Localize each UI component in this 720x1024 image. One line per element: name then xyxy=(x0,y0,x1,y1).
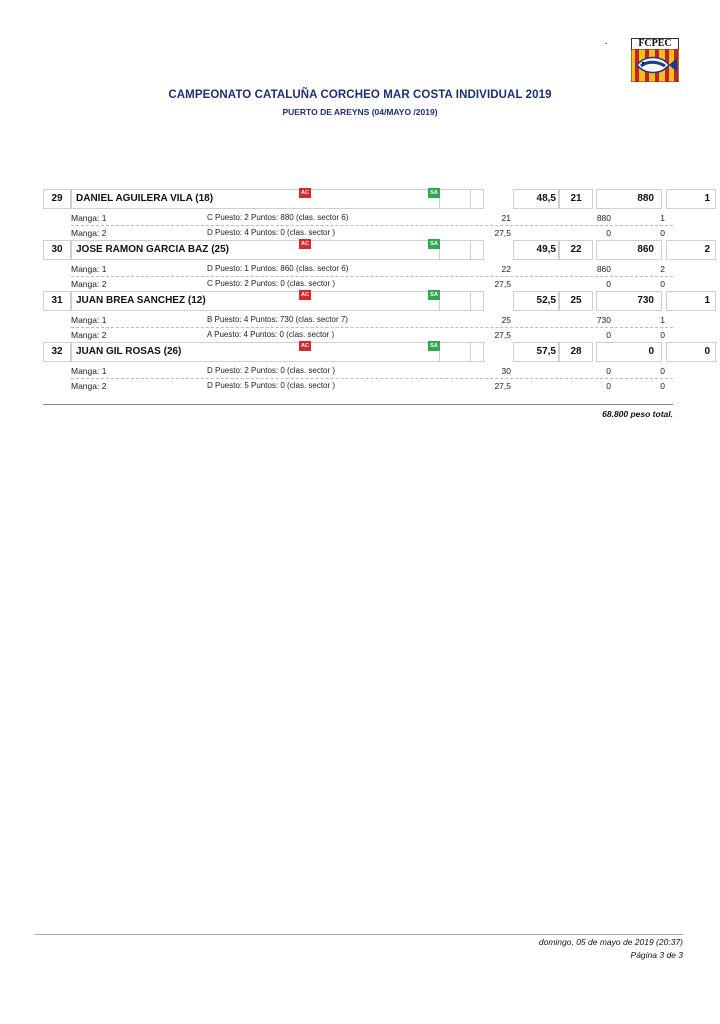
manga-row xyxy=(71,226,673,240)
participant-row xyxy=(43,189,710,209)
manga-points: 0 xyxy=(606,279,611,289)
manga-rank: 0 xyxy=(660,366,665,376)
divider xyxy=(43,404,673,405)
sa-badge: SA xyxy=(428,188,440,198)
manga-weight: 27,5 xyxy=(494,381,511,391)
participant-row xyxy=(43,342,710,362)
manga-weight: 27,5 xyxy=(494,330,511,340)
sa-checkbox xyxy=(439,342,471,362)
manga-points: 0 xyxy=(606,330,611,340)
manga-rank: 0 xyxy=(660,381,665,391)
manga-weight: 25 xyxy=(501,315,511,325)
manga-label: Manga: 1 xyxy=(71,213,107,223)
manga-label: Manga: 1 xyxy=(71,366,107,376)
logo-text: FCPEC xyxy=(631,38,679,50)
participant-weight: 52,5 xyxy=(536,295,556,306)
manga-points: 0 xyxy=(606,381,611,391)
manga-label: Manga: 2 xyxy=(71,381,107,391)
participant-count: 22 xyxy=(570,244,582,255)
participant-rank: 1 xyxy=(704,193,710,204)
sa-badge: SA xyxy=(428,239,440,249)
manga-row xyxy=(71,277,673,291)
manga-label: Manga: 2 xyxy=(71,330,107,340)
manga-points: 0 xyxy=(606,228,611,238)
participant-points: 860 xyxy=(637,244,654,255)
participant-number: 30 xyxy=(51,244,63,255)
manga-weight: 30 xyxy=(501,366,511,376)
participant-weight: 49,5 xyxy=(536,244,556,255)
manga-info: D Puesto: 4 Puntos: 0 (clas. sector ) xyxy=(207,228,336,237)
participant-row xyxy=(43,291,710,311)
sa-badge: SA xyxy=(428,341,440,351)
participant-rank: 1 xyxy=(704,295,710,306)
participant-count: 25 xyxy=(570,295,582,306)
manga-row xyxy=(71,328,673,342)
participant-count: 21 xyxy=(570,193,582,204)
participant-name: DANIEL AGUILERA VILA (18) xyxy=(76,193,214,204)
manga-rank: 1 xyxy=(660,315,665,325)
ac-badge: AC xyxy=(299,188,311,198)
page-title: CAMPEONATO CATALUÑA CORCHEO MAR COSTA INDIVIDUAL 2019 xyxy=(168,89,552,101)
manga-row xyxy=(71,364,673,379)
participant-rank: 2 xyxy=(704,244,710,255)
manga-row xyxy=(71,379,673,393)
manga-weight: 27,5 xyxy=(494,279,511,289)
sa-checkbox xyxy=(439,291,471,311)
ac-badge: AC xyxy=(299,290,311,300)
manga-info: A Puesto: 4 Puntos: 0 (clas. sector ) xyxy=(207,330,335,339)
participant-points: 880 xyxy=(637,193,654,204)
participant-weight: 57,5 xyxy=(536,346,556,357)
manga-points: 880 xyxy=(596,213,611,223)
participant-points: 730 xyxy=(637,295,654,306)
page-subtitle: PUERTO DE AREYNS (04/MAYO /2019) xyxy=(282,107,438,117)
manga-row xyxy=(71,211,673,226)
participant-rank: 0 xyxy=(704,346,710,357)
sa-checkbox xyxy=(439,240,471,260)
manga-info: D Puesto: 2 Puntos: 0 (clas. sector ) xyxy=(207,366,336,375)
participant-name: JUAN BREA SANCHEZ (12) xyxy=(76,295,206,306)
participant-number: 32 xyxy=(51,346,63,357)
participant-name: JOSE RAMON GARCIA BAZ (25) xyxy=(76,244,229,255)
manga-points: 0 xyxy=(606,366,611,376)
ac-badge: AC xyxy=(299,239,311,249)
manga-label: Manga: 2 xyxy=(71,228,107,238)
dot-mark xyxy=(605,43,607,44)
manga-label: Manga: 1 xyxy=(71,264,107,274)
sa-badge: SA xyxy=(428,290,440,300)
participant-row xyxy=(43,240,710,260)
manga-info: D Puesto: 1 Puntos: 860 (clas. sector 6) xyxy=(207,264,349,273)
manga-row xyxy=(71,262,673,277)
fcpec-logo xyxy=(631,38,679,82)
manga-info: C Puesto: 2 Puntos: 880 (clas. sector 6) xyxy=(207,213,349,222)
footer-page: Página 3 de 3 xyxy=(630,950,683,960)
footer-date: domingo, 05 de mayo de 2019 (20:37) xyxy=(538,937,683,947)
participant-number: 29 xyxy=(51,193,63,204)
ac-badge: AC xyxy=(299,341,311,351)
manga-rank: 2 xyxy=(660,264,665,274)
footer-divider xyxy=(35,934,683,935)
total-weight: 68.800 peso total. xyxy=(602,409,673,419)
sa-checkbox xyxy=(439,189,471,209)
manga-rank: 0 xyxy=(660,330,665,340)
participant-points: 0 xyxy=(648,346,654,357)
manga-info: D Puesto: 5 Puntos: 0 (clas. sector ) xyxy=(207,381,336,390)
participant-number: 31 xyxy=(51,295,63,306)
manga-points: 860 xyxy=(596,264,611,274)
manga-points: 730 xyxy=(596,315,611,325)
manga-rank: 0 xyxy=(660,279,665,289)
manga-weight: 22 xyxy=(501,264,511,274)
participant-count: 28 xyxy=(570,346,582,357)
manga-info: C Puesto: 2 Puntos: 0 (clas. sector ) xyxy=(207,279,336,288)
manga-rank: 0 xyxy=(660,228,665,238)
manga-label: Manga: 1 xyxy=(71,315,107,325)
manga-label: Manga: 2 xyxy=(71,279,107,289)
fish-emblem-icon xyxy=(631,49,679,82)
manga-rank: 1 xyxy=(660,213,665,223)
manga-weight: 21 xyxy=(501,213,511,223)
manga-row xyxy=(71,313,673,328)
manga-weight: 27,5 xyxy=(494,228,511,238)
manga-info: B Puesto: 4 Puntos: 730 (clas. sector 7) xyxy=(207,315,348,324)
participant-weight: 48,5 xyxy=(536,193,556,204)
participant-name: JUAN GIL ROSAS (26) xyxy=(76,346,182,357)
